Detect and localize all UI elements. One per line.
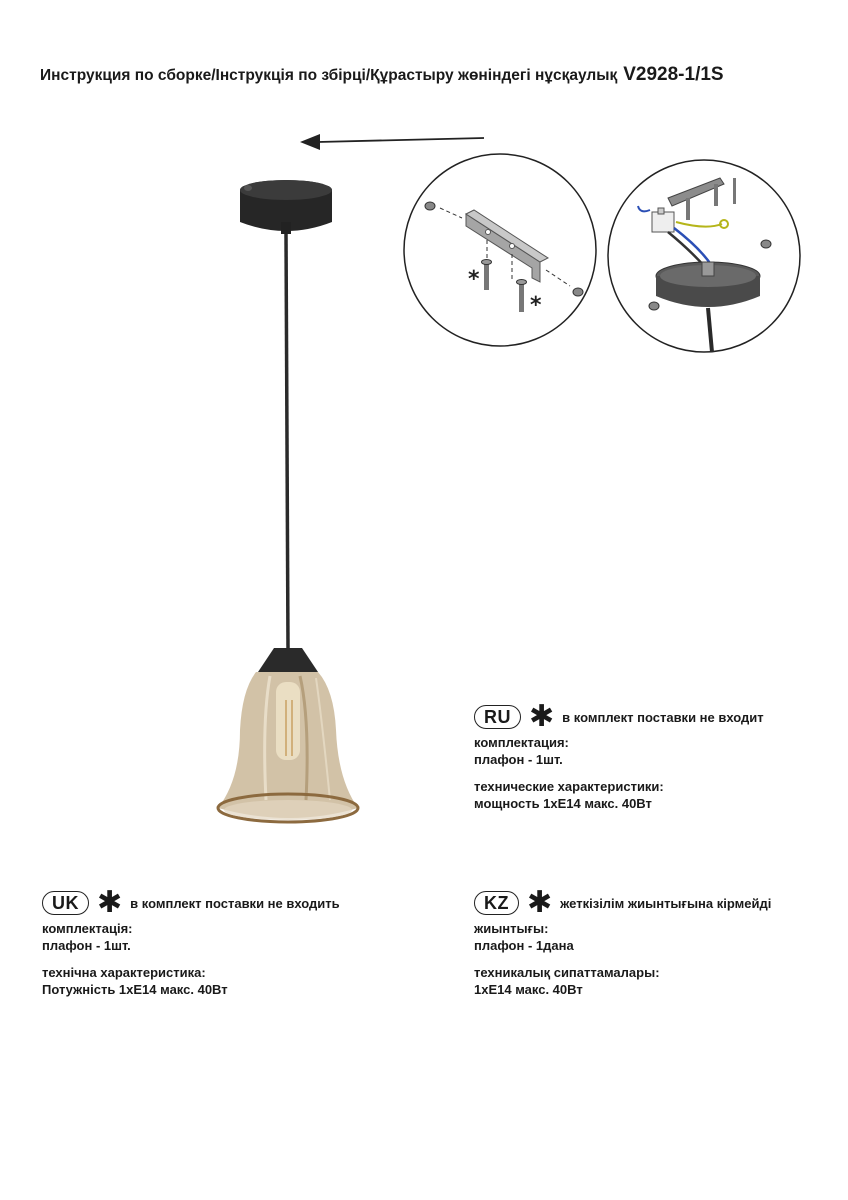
asterisk-icon: ✱ [527, 886, 553, 919]
canopy-wiring-illustration [608, 160, 800, 352]
svg-text:*: * [468, 267, 480, 292]
svg-text:*: * [530, 293, 542, 318]
complect-label-kz: жиынтығы: [474, 921, 549, 936]
complect-value-ru: плафон - 1шт. [474, 752, 563, 767]
badge-uk: UK [42, 891, 89, 915]
pendant-lamp-illustration [218, 180, 358, 822]
title-text: Инструкция по сборке/Інструкція по збірці/Құрастыру жөніндегі нұсқаулық [40, 67, 618, 84]
tech-value-kz: 1хЕ14 макс. 40Вт [474, 982, 583, 997]
tech-label-ru: технические характеристики: [474, 779, 664, 794]
tech-label-uk: технічна характеристика: [42, 965, 206, 980]
note-uk: в комплект поставки не входить [130, 895, 340, 911]
asterisk-icon: ✱ [97, 886, 123, 919]
complect-label-ru: комплектация: [474, 735, 569, 750]
note-ru: в комплект поставки не входит [562, 709, 764, 725]
tech-value-uk: Потужність 1хЕ14 макс. 40Вт [42, 982, 228, 997]
bracket-detail-illustration [404, 154, 596, 346]
model-number: V2928-1/1S [623, 64, 724, 85]
section-ru [474, 700, 764, 812]
tech-label-kz: техникалық сипаттамалары: [474, 965, 660, 980]
asterisk-icon: ✱ [529, 700, 555, 733]
badge-kz: KZ [474, 891, 519, 915]
section-kz [474, 886, 772, 998]
complect-label-uk: комплектація: [42, 921, 133, 936]
section-uk [42, 886, 340, 998]
complect-value-uk: плафон - 1шт. [42, 938, 131, 953]
tech-value-ru: мощность 1хЕ14 макс. 40Вт [474, 796, 652, 811]
arrow-left-icon [300, 134, 484, 150]
badge-ru: RU [474, 705, 521, 729]
complect-value-kz: плафон - 1дана [474, 938, 574, 953]
note-kz: жеткізілім жиынтығына кірмейді [560, 895, 772, 911]
